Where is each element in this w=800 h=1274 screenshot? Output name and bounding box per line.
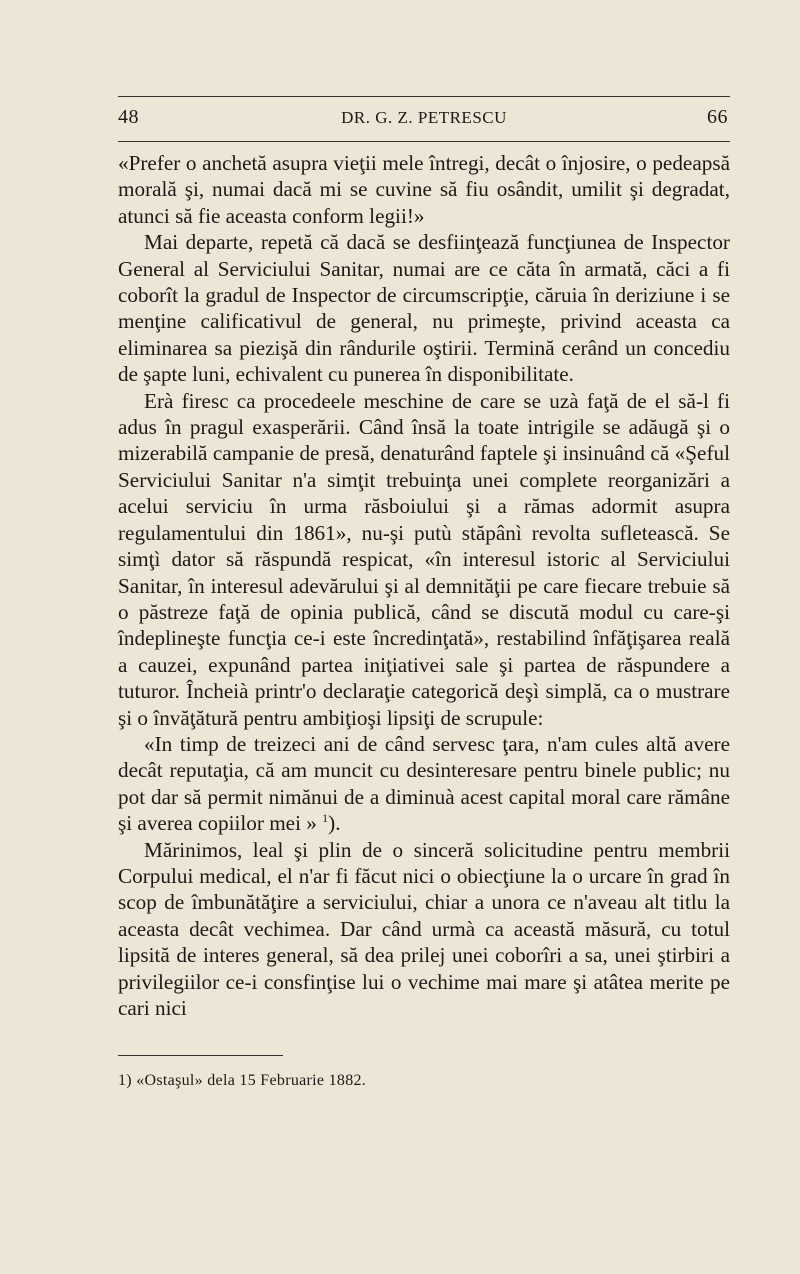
paragraph-2: Mai departe, repetă că dacă se desfiinţează funcţiunea de Inspector General al Serviciului Sanitar, numai are ce căta în armată, căci a fi coborît la gradul de Inspector de circumscripţie, căruia în deriziune i se menţine calificativul de general, nu primeşte, privind aceasta ca eliminarea sa piezişă din rândurile oştirii. Termină cerând un concediu de şapte luni, echivalent cu punerea în disponibilitate. xyxy=(118,230,730,387)
page-header xyxy=(118,96,730,142)
footnote xyxy=(118,1072,366,1090)
footnote-marker: 1) xyxy=(118,1072,132,1089)
page-number-left: 48 xyxy=(118,106,139,128)
footnote-reference: 1 xyxy=(322,811,329,826)
paragraph-3: Erà firesc ca procedeele meschine de care se uzà faţă de el să-l fi adus în pragul exasperării. Când însă la toate intrigile se adăugă şi o mizerabilă campanie de presă, denaturând faptele şi insinuând că «Şeful Serviciului Sanitar n'a simţit trebuinţa unei complete reorganizări a acelui serviciu în urma răsboiului şi a rămas adormit asupra regulamentului din 1861», nu-şi putù stăpânì revolta sufletească. Se simţì dator să răspundă respicat, «în interesul istoric al Serviciului Sanitar, în interesul adevărului şi al demnităţii pe care fiecare trebuie să o păstreze faţă de opinia publică, când se discută modul cu care-şi îndeplineşte funcţia ce-i este încredinţată», restabilind înfăţişarea reală a cauzei, expunând partea iniţiativei sale şi partea de răspundere a tuturor. Încheià printr'o declaraţie categorică deşì simplă, ca o mustrare şi o învăţătură pentru ambiţioşi lipsiţi de scrupule: xyxy=(118,388,730,730)
footnote-divider xyxy=(118,1055,283,1056)
running-title: DR. G. Z. PETRESCU xyxy=(341,108,507,127)
paragraph-quote-1: «Prefer o anchetă asupra vieţii mele întregi, decât o înjosire, o pedeapsă morală şi, numai dacă mi se cuvine să fiu osândit, umilit şi degradat, atunci să fie aceasta conform legii!» xyxy=(118,151,730,228)
paragraph-quote-2 xyxy=(118,731,730,837)
quote-2-text: «In timp de treizeci ani de când servesc ţara, n'am cules altă avere decât reputaţia, că am muncit cu desinteresare pentru binele public; nu pot dar să permit nimănui de a diminuà acest capital moral care rămâne şi averea copiilor mei » xyxy=(118,731,730,836)
footnote-text: «Ostaşul» dela 15 Februarie 1882. xyxy=(136,1072,367,1089)
page-number-right: 66 xyxy=(707,106,728,128)
paragraph-5: Mărinimos, leal şi plin de o sinceră solicitudine pentru membrii Corpului medical, el n'ar fi făcut nici o obiecţiune la o urcare în grad în scop de îmbunătăţire a serviciului, chiar a unora ce n'aveau alt titlu la aceasta decât vechimea. Dar când urmà ca această măsură, cu totul lipsită de interes general, să dea prilej unei coborîri a sa, unei ştirbiri a privilegiilor ce-i consfinţise lui o vechime mai mare şi atâtea merite pe cari nici xyxy=(118,837,730,1020)
body-text xyxy=(118,150,730,1021)
footnote-reference-suffix: ). xyxy=(328,811,341,836)
